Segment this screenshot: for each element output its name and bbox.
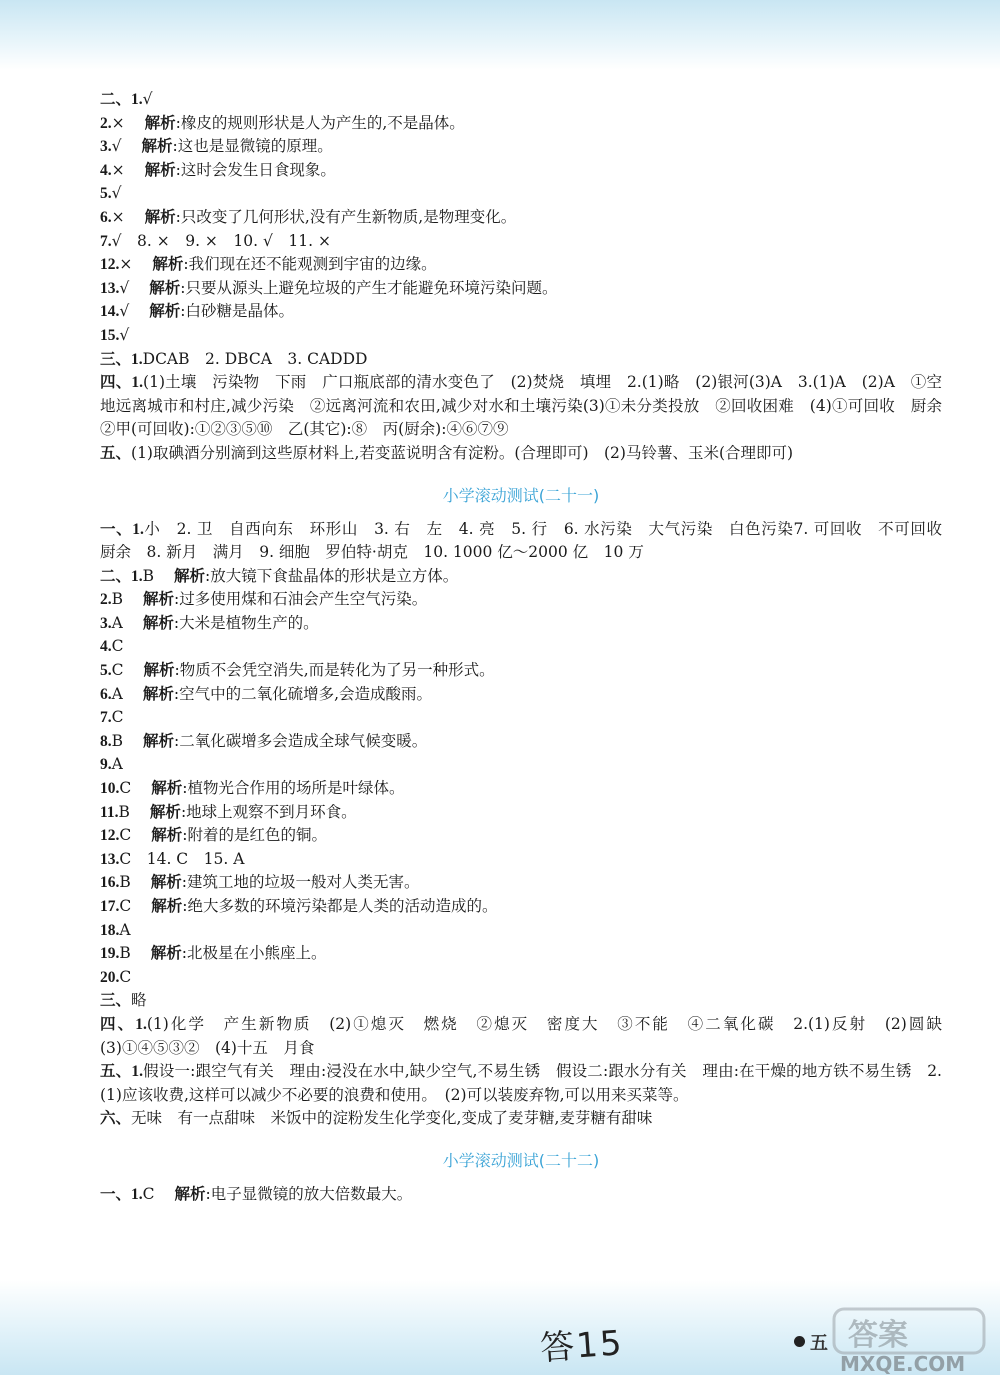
answer-line bbox=[100, 801, 942, 825]
footer-bullet-icon bbox=[794, 1336, 805, 1347]
analysis-text: :白砂糖是晶体。 bbox=[180, 302, 295, 321]
answer-line bbox=[100, 277, 942, 301]
analysis-text: :绝大多数的环境污染都是人类的活动造成的。 bbox=[182, 897, 498, 915]
answer-line bbox=[100, 182, 942, 206]
answer-key-content bbox=[100, 88, 958, 1207]
answer-text: √ bbox=[111, 184, 122, 203]
answer-text: DCAB 2. DBCA 3. CADDD bbox=[142, 349, 368, 368]
answer-text: B bbox=[119, 873, 131, 892]
answer-text: √ bbox=[142, 90, 153, 108]
answer-text: C bbox=[142, 1184, 155, 1203]
question-number: 8. bbox=[100, 732, 112, 750]
answer-line bbox=[100, 88, 942, 112]
question-number: 六、 bbox=[100, 1110, 132, 1128]
answer-line bbox=[100, 159, 942, 183]
analysis-text: :二氧化碳增多会造成全球气候变暖。 bbox=[174, 731, 428, 750]
question-number: 2. bbox=[100, 114, 112, 132]
question-number: 4. bbox=[100, 161, 112, 179]
answer-text: (1)土壤 污染物 下雨 广口瓶底部的清水变色了 (2)焚烧 填埋 2.(1)略 (2)银河(3)A 3.(1)A (2)A ①空地远离城市和村庄,减少污染 ②远离河流和农田,减少对水和土壤污染(3)①未分类投放 ②回收困难 (4)①可回收 厨余 ②甲(可回收):①②③⑤⑩ 乙(其它):⑧ 丙(厨余):④⑥⑦⑨ bbox=[100, 373, 958, 439]
analysis-label: 解析 bbox=[144, 207, 176, 226]
question-number: 7. bbox=[100, 709, 112, 727]
analysis-label: 解析 bbox=[144, 113, 176, 132]
question-number: 三、 bbox=[100, 992, 132, 1010]
question-number: 三、1. bbox=[100, 350, 143, 368]
answer-text: B bbox=[118, 802, 130, 821]
answer-text: √ bbox=[119, 325, 130, 344]
answer-text: B bbox=[119, 944, 131, 963]
question-number: 5. bbox=[100, 185, 112, 203]
question-number: 四、1. bbox=[100, 374, 144, 392]
answer-line bbox=[100, 635, 942, 659]
answer-line bbox=[100, 730, 942, 754]
question-number: 16. bbox=[100, 874, 120, 892]
question-number: 五、 bbox=[100, 444, 132, 462]
question-number: 13. bbox=[100, 850, 120, 868]
analysis-label: 解析 bbox=[174, 566, 206, 585]
answer-text: √ bbox=[119, 302, 130, 321]
answer-text: 无味 有一点甜味 米饭中的淀粉发生化学变化,变成了麦芽糖,麦芽糖有甜味 bbox=[131, 1109, 653, 1128]
answer-text: √ bbox=[111, 137, 122, 156]
analysis-label: 解析 bbox=[151, 779, 183, 798]
analysis-text: :北极星在小熊座上。 bbox=[181, 944, 327, 963]
question-number: 6. bbox=[100, 208, 112, 226]
analysis-text: :这时会发生日食现象。 bbox=[175, 160, 336, 179]
answer-line bbox=[100, 871, 942, 895]
answer-line bbox=[100, 442, 942, 466]
analysis-text: :只改变了几何形状,没有产生新物质,是物理变化。 bbox=[175, 207, 517, 226]
analysis-text: :放大镜下食盐晶体的形状是立方体。 bbox=[205, 566, 459, 585]
answer-text: 假设一:跟空气有关 理由:浸没在水中,缺少空气,不易生锈 假设二:跟水分有关 理由:在干燥的地方铁不易生锈 2.(1)应该收费,这样可以减少不必要的浪费和使用。 (2)可以装废弃物,可以用来买菜等。 bbox=[100, 1062, 942, 1104]
answer-text: C bbox=[119, 779, 132, 798]
question-number: 18. bbox=[100, 921, 120, 939]
question-number: 一、1. bbox=[100, 520, 144, 538]
answer-text: C bbox=[119, 826, 132, 845]
answer-line bbox=[100, 683, 942, 707]
answer-text: A bbox=[111, 613, 123, 632]
question-number: 5. bbox=[100, 662, 112, 680]
analysis-label: 解析 bbox=[143, 731, 175, 750]
question-number: 四、1. bbox=[100, 1015, 147, 1033]
analysis-text: :物质不会凭空消失,而是转化为了另一种形式。 bbox=[174, 661, 495, 680]
analysis-label: 解析 bbox=[149, 278, 181, 297]
answer-line bbox=[100, 1107, 942, 1131]
answer-text: × bbox=[119, 255, 133, 274]
top-decorative-band bbox=[0, 0, 1000, 70]
question-number: 14. bbox=[100, 303, 120, 321]
answer-line bbox=[100, 919, 942, 943]
analysis-text: :我们现在还不能观测到宇宙的边缘。 bbox=[183, 255, 437, 274]
question-number: 4. bbox=[100, 638, 112, 656]
answer-line bbox=[100, 112, 942, 136]
analysis-text: :这也是显微镜的原理。 bbox=[172, 137, 333, 156]
answer-line bbox=[100, 371, 958, 442]
answer-line bbox=[100, 253, 942, 277]
answer-text: × bbox=[111, 160, 125, 179]
answer-line bbox=[100, 565, 942, 589]
answer-line bbox=[100, 777, 942, 801]
analysis-text: :空气中的二氧化硫增多,会造成酸雨。 bbox=[173, 684, 432, 703]
answer-line bbox=[100, 324, 942, 348]
analysis-label: 解析 bbox=[151, 826, 183, 845]
answer-text: × bbox=[111, 207, 125, 226]
analysis-label: 解析 bbox=[150, 873, 182, 892]
answer-line bbox=[100, 753, 942, 777]
answer-line bbox=[100, 1183, 942, 1207]
answer-line bbox=[100, 706, 942, 730]
question-number: 3. bbox=[100, 138, 112, 156]
analysis-text: :只要从源头上避免垃圾的产生才能避免环境污染问题。 bbox=[180, 278, 558, 297]
answer-line bbox=[100, 895, 942, 919]
question-number: 11. bbox=[100, 803, 119, 821]
analysis-text: :地球上观察不到月环食。 bbox=[180, 802, 357, 821]
answer-line bbox=[100, 1060, 942, 1107]
analysis-label: 解析 bbox=[143, 590, 175, 609]
analysis-label: 解析 bbox=[152, 255, 184, 274]
answer-line bbox=[100, 824, 942, 848]
answer-text: C 14. C 15. A bbox=[119, 849, 245, 868]
analysis-label: 解析 bbox=[143, 661, 175, 680]
analysis-label: 解析 bbox=[149, 302, 181, 321]
watermark-logo-text: 答案 bbox=[848, 1318, 908, 1353]
question-number: 二、1. bbox=[100, 91, 143, 108]
answer-line bbox=[100, 848, 942, 872]
answer-text: A bbox=[119, 920, 131, 939]
question-number: 17. bbox=[100, 898, 120, 915]
analysis-label: 解析 bbox=[144, 160, 176, 179]
question-number: 二、1. bbox=[100, 567, 143, 585]
answer-text: √ bbox=[119, 278, 130, 297]
analysis-label: 解析 bbox=[141, 137, 173, 156]
answer-text: (1)化学 产生新物质 (2)①熄灭 燃烧 ②熄灭 密度大 ③不能 ④二氧化碳 2.(1)反射 (2)圆缺 (3)①④⑤③② (4)十五 月食 bbox=[100, 1014, 958, 1057]
answer-text: C bbox=[119, 897, 132, 915]
answer-text: √ 8. × 9. × 10. √ 11. × bbox=[111, 231, 331, 250]
analysis-label: 解析 bbox=[150, 944, 182, 963]
answer-text: C bbox=[111, 661, 124, 680]
watermark-domain: MXQE.COM bbox=[840, 1352, 966, 1375]
answer-line bbox=[100, 230, 942, 254]
watermark-logo bbox=[830, 1305, 1000, 1375]
answer-text: (1)取碘酒分别滴到这些原材料上,若变蓝说明含有淀粉。(合理即可) (2)马铃薯、玉米(合理即可) bbox=[131, 443, 794, 462]
question-number: 9. bbox=[100, 756, 112, 774]
analysis-label: 解析 bbox=[174, 1184, 206, 1203]
analysis-text: :电子显微镜的放大倍数最大。 bbox=[205, 1184, 413, 1203]
analysis-text: :植物光合作用的场所是叶绿体。 bbox=[182, 779, 405, 798]
question-number: 20. bbox=[100, 968, 120, 986]
question-number: 6. bbox=[100, 685, 112, 703]
answer-line bbox=[100, 612, 942, 636]
analysis-text: :建筑工地的垃圾一般对人类无害。 bbox=[181, 873, 420, 892]
analysis-label: 解析 bbox=[142, 613, 174, 632]
answer-text: B bbox=[111, 731, 124, 750]
answer-line bbox=[100, 942, 942, 966]
question-number: 19. bbox=[100, 945, 120, 963]
question-number: 15. bbox=[100, 326, 120, 344]
analysis-label: 解析 bbox=[151, 897, 183, 915]
answer-line bbox=[100, 300, 942, 324]
question-number: 12. bbox=[100, 827, 120, 845]
answer-text: B bbox=[111, 590, 124, 609]
answer-line bbox=[100, 135, 942, 159]
question-number: 10. bbox=[100, 780, 120, 798]
answer-line bbox=[100, 659, 942, 683]
answer-line bbox=[100, 1013, 958, 1060]
section-title: 小学滚动测试(二十一) bbox=[442, 485, 600, 505]
question-number: 7. bbox=[100, 232, 112, 250]
analysis-label: 解析 bbox=[149, 802, 181, 821]
question-number: 2. bbox=[100, 591, 112, 609]
answer-text: A bbox=[111, 755, 123, 774]
section-title: 小学滚动测试(二十二) bbox=[442, 1150, 600, 1170]
question-number: 13. bbox=[100, 279, 120, 297]
answer-line bbox=[100, 518, 958, 565]
answer-text: A bbox=[111, 684, 123, 703]
answer-text: 略 bbox=[131, 991, 147, 1010]
analysis-text: :过多使用煤和石油会产生空气污染。 bbox=[174, 590, 428, 609]
answer-text: 小 2. 卫 自西向东 环形山 3. 右 左 4. 亮 5. 行 6. 水污染 大气污染 白色污染7. 可回收 不可回收 厨余 8. 新月 满月 9. 细胞 罗伯特·胡克 10. 1000 亿～2000 亿 10 万 bbox=[100, 519, 958, 562]
answer-text: C bbox=[111, 637, 124, 656]
question-number: 五、1. bbox=[100, 1063, 143, 1081]
analysis-text: :大米是植物生产的。 bbox=[173, 613, 319, 632]
answer-text: × bbox=[111, 113, 125, 132]
answer-text: C bbox=[111, 708, 124, 727]
answer-text: C bbox=[119, 967, 132, 986]
answer-line bbox=[100, 206, 942, 230]
answer-line bbox=[100, 348, 942, 372]
answer-line bbox=[100, 588, 942, 612]
answer-line bbox=[100, 989, 942, 1013]
question-number: 12. bbox=[100, 256, 120, 274]
answer-text: B bbox=[142, 566, 155, 585]
question-number: 3. bbox=[100, 614, 112, 632]
footer-page-label: 五 bbox=[810, 1333, 828, 1354]
answer-line bbox=[100, 966, 942, 990]
analysis-text: :附着的是红色的铜。 bbox=[182, 826, 327, 845]
question-number: 一、1. bbox=[100, 1185, 143, 1203]
handwritten-note: 答15 bbox=[538, 1323, 625, 1369]
analysis-text: :橡皮的规则形状是人为产生的,不是晶体。 bbox=[175, 113, 465, 132]
analysis-label: 解析 bbox=[142, 684, 174, 703]
